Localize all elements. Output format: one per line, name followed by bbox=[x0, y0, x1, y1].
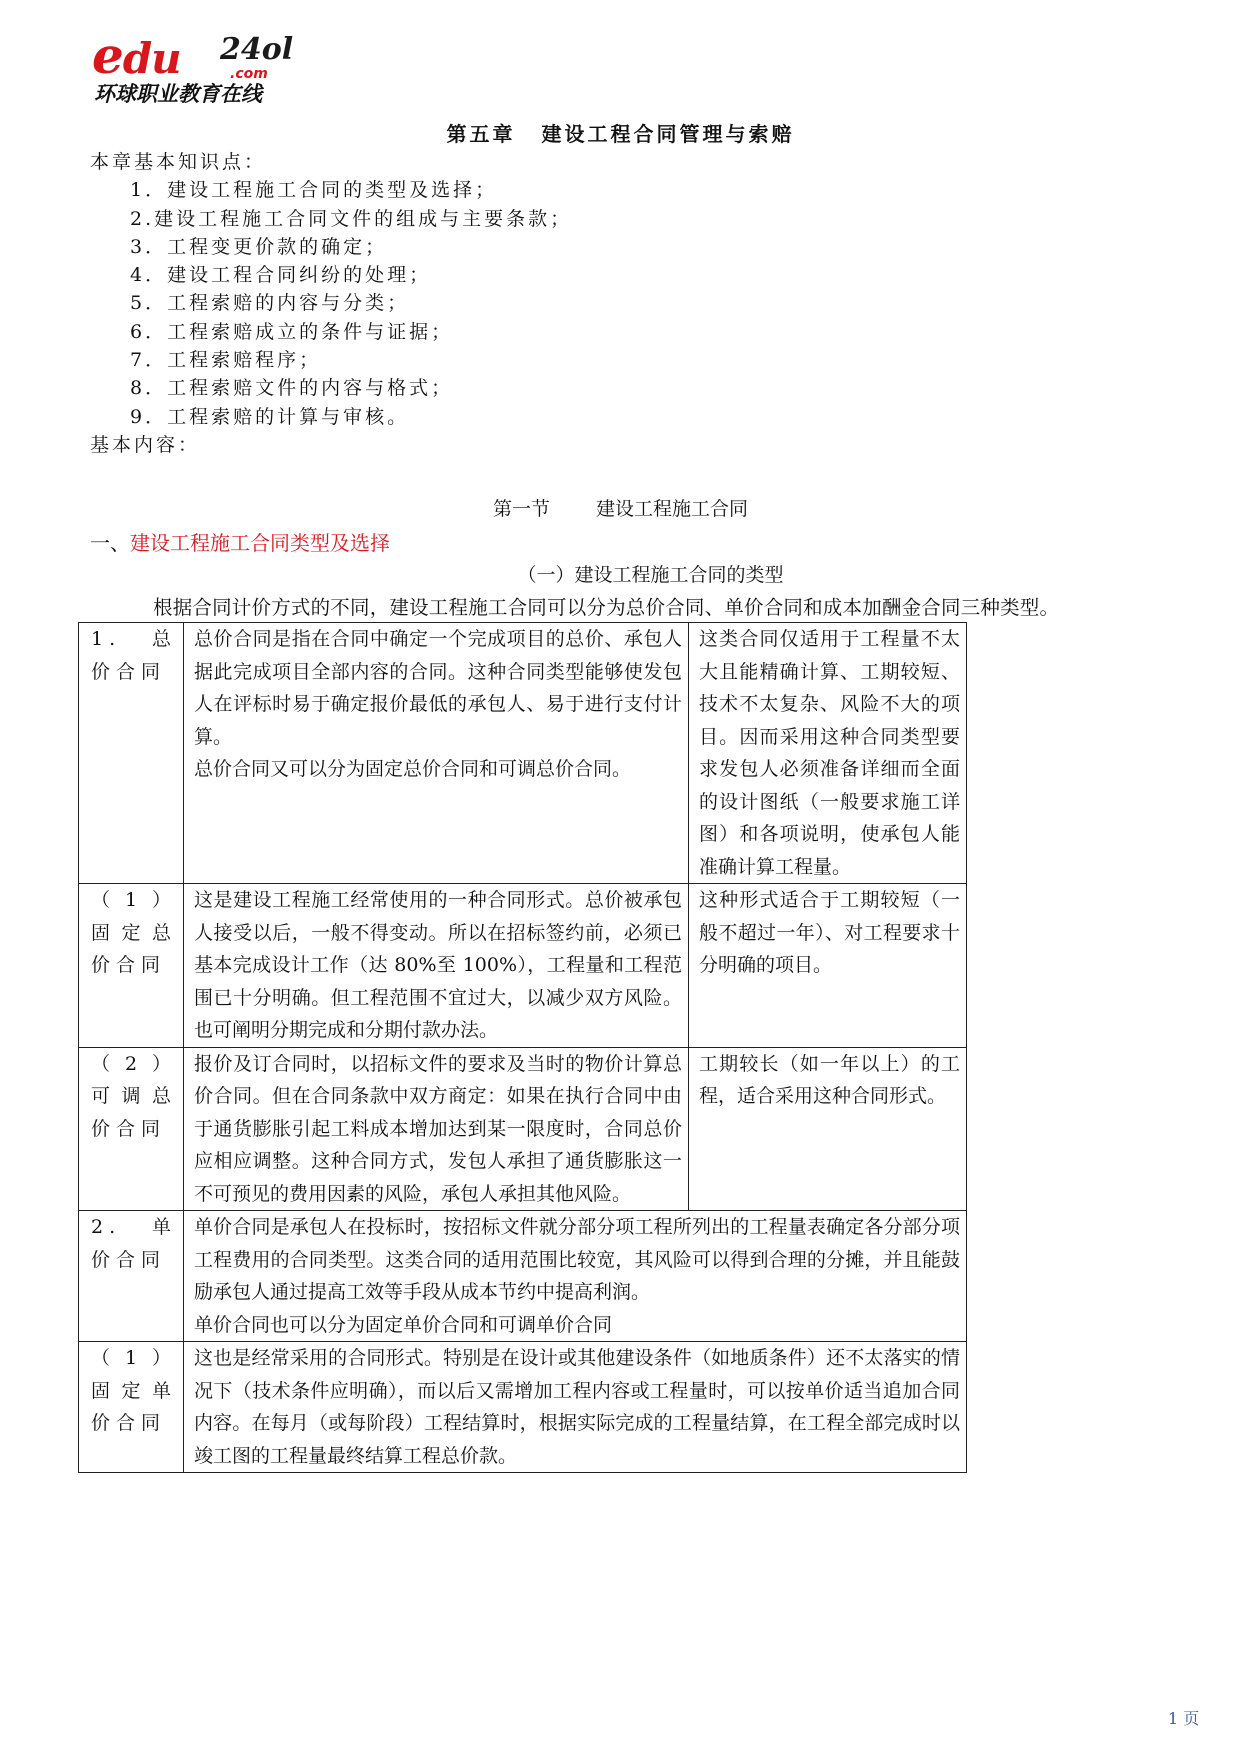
contract-types-table bbox=[78, 622, 967, 1473]
knowledge-point-item: 9．工程索赔的计算与审核。 bbox=[130, 405, 410, 428]
knowledge-point-item: 4．建设工程合同纠纷的处理； bbox=[130, 264, 432, 287]
section-name: 建设工程施工合同 bbox=[596, 498, 749, 520]
knowledge-point-item: 6．工程索赔成立的条件与证据； bbox=[130, 320, 454, 343]
heading-contract-types bbox=[90, 527, 390, 556]
contract-type-cell: （1）固定总价合同 bbox=[79, 884, 184, 1048]
page-number: 1 页 bbox=[1168, 1709, 1200, 1728]
contract-type-cell: 2. 单价合同 bbox=[79, 1211, 184, 1342]
knowledge-point-item: 7．工程索赔程序； bbox=[130, 349, 322, 372]
table-row bbox=[79, 1211, 967, 1342]
logo-domain: .com bbox=[230, 66, 268, 82]
edu24ol-logo bbox=[92, 26, 292, 106]
knowledge-point-item: 1．建设工程施工合同的类型及选择； bbox=[130, 179, 498, 202]
knowledge-point-item: 8．工程索赔文件的内容与格式； bbox=[130, 377, 454, 400]
table-row bbox=[79, 623, 967, 884]
section-number: 第一节 bbox=[492, 498, 550, 520]
description-text: 总价合同是指在合同中确定一个完成项目的总价、承包人据此完成项目全部内容的合同。这种合同类型能够使发包人在评标时易于确定报价最低的承包人、易于进行支付计算。 bbox=[194, 628, 682, 748]
table-row bbox=[79, 884, 967, 1048]
contract-description-cell: 这是建设工程施工经常使用的一种合同形式。总价被承包人接受以后，一般不得变动。所以在招标签约前，必须已基本完成设计工作（达 80%至 100%），工程量和工程范围已十分明确。但工程范围不宜过大，以减少双方风险。也可阐明分期完成和分期付款办法。 bbox=[184, 884, 689, 1048]
contract-description-cell: 这也是经常采用的合同形式。特别是在设计或其他建设条件（如地质条件）还不太落实的情况下（技术条件应明确），而以后又需增加工程内容或工程量时，可以按单价适当追加合同内容。在每月（或每阶段）工程结算时，根据实际完成的工程量结算，在工程全部完成时以竣工图的工程量最终结算工程总价款。 bbox=[184, 1342, 967, 1473]
table-row bbox=[79, 1047, 967, 1211]
chapter-title bbox=[0, 118, 1241, 147]
applicability-cell: 工期较长（如一年以上）的工程，适合采用这种合同形式。 bbox=[689, 1047, 967, 1211]
knowledge-point-item: 2.建设工程施工合同文件的组成与主要条款； bbox=[130, 207, 573, 230]
table-row bbox=[79, 1342, 967, 1473]
logo-brand-suffix: 24ol bbox=[220, 32, 294, 67]
knowledge-point-item: 3．工程变更价款的确定； bbox=[130, 235, 388, 258]
subheading: （一）建设工程施工合同的类型 bbox=[517, 564, 784, 586]
heading-prefix: 一、 bbox=[90, 531, 130, 555]
knowledge-point-item: 5．工程索赔的内容与分类； bbox=[130, 292, 410, 315]
logo-brand: edu bbox=[92, 26, 181, 85]
chapter-number: 第五章 bbox=[446, 122, 516, 146]
description-text: 单价合同是承包人在投标时，按招标文件就分部分项工程所列出的工程量表确定各分部分项工程费用的合同类型。这类合同的适用范围比较宽，其风险可以得到合理的分摊，并且能鼓励承包人通过提高工效等手段从成本节约中提高利润。 bbox=[194, 1216, 960, 1303]
contract-type-cell: 1. 总价合同 bbox=[79, 623, 184, 884]
intro-paragraph: 根据合同计价方式的不同，建设工程施工合同可以分为总价合同、单价合同和成本加酬金合同三种类型。 bbox=[153, 596, 1060, 619]
applicability-cell: 这类合同仅适用于工程量不太大且能精确计算、工期较短、技术不太复杂、风险不大的项目。因而采用这种合同类型要求发包人必须准备详细而全面的设计图纸（一般要求施工详图）和各项说明，使承包人能准确计算工程量。 bbox=[689, 623, 967, 884]
contract-description-cell: 报价及订合同时，以招标文件的要求及当时的物价计算总价合同。但在合同条款中双方商定：如果在执行合同中由于通货膨胀引起工料成本增加达到某一限度时，合同总价应相应调整。这种合同方式，发包人承担了通货膨胀这一不可预见的费用因素的风险，承包人承担其他风险。 bbox=[184, 1047, 689, 1211]
description-text: 单价合同也可以分为固定单价合同和可调单价合同 bbox=[194, 1313, 613, 1336]
logo-tagline: 环球职业教育在线 bbox=[94, 82, 262, 106]
description-text: 总价合同又可以分为固定总价合同和可调总价合同。 bbox=[194, 758, 632, 780]
chapter-name: 建设工程合同管理与索赔 bbox=[541, 122, 795, 146]
section-title bbox=[0, 494, 1241, 521]
applicability-cell: 这种形式适合于工期较短（一般不超过一年）、对工程要求十分明确的项目。 bbox=[689, 884, 967, 1048]
knowledge-points-label: 本章基本知识点： bbox=[90, 151, 267, 173]
contract-type-cell: （1）固定单价合同 bbox=[79, 1342, 184, 1473]
basic-content-label: 基本内容： bbox=[90, 433, 201, 456]
knowledge-points bbox=[90, 148, 572, 459]
contract-description-cell bbox=[184, 623, 689, 884]
heading-text: 建设工程施工合同类型及选择 bbox=[130, 531, 390, 555]
contract-description-cell bbox=[184, 1211, 967, 1342]
contract-type-cell: （2）可调总价合同 bbox=[79, 1047, 184, 1211]
